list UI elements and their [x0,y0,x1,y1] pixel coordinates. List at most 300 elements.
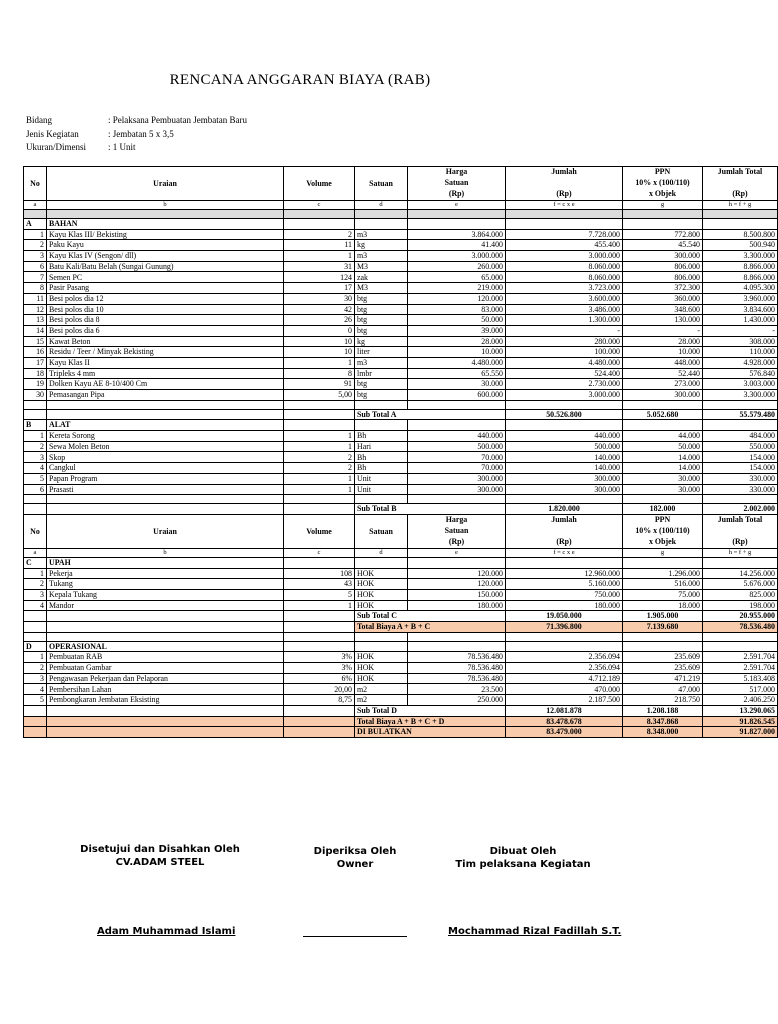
empty-cell [284,611,355,622]
empty-cell [284,727,355,738]
item-ppn: 28.000 [623,336,703,347]
item-ppn: 50.000 [623,441,703,452]
item-volume: 91 [284,379,355,390]
empty-cell [623,219,703,230]
item-jumlah: 3.600.000 [506,293,623,304]
item-satuan: btg [355,325,408,336]
meta-label: Jenis Kegiatan [26,128,79,139]
header-no: No [24,514,47,548]
item-volume: 43 [284,579,355,590]
item-ppn: 300.000 [623,390,703,401]
item-ppn: 44.000 [623,431,703,442]
section-code: B [24,420,47,431]
header-line: Jumlah Total [717,167,763,176]
checker-signature-line [303,936,407,937]
table-row [24,283,778,294]
item-satuan: Unit [355,484,408,495]
rounded-total-row [24,727,778,738]
empty-cell [506,420,623,431]
item-harga: 70.000 [408,463,506,474]
empty-cell [24,495,47,504]
item-harga: 120.000 [408,568,506,579]
empty-cell [355,420,408,431]
blank-row [24,495,778,504]
header-line [705,178,775,189]
item-harga: 30.000 [408,379,506,390]
item-total: 14.256.000 [703,568,778,579]
meta-label: Ukuran/Dimensi [26,142,86,152]
item-total: 3.960.000 [703,293,778,304]
empty-cell [24,611,47,622]
page-title: RENCANA ANGGARAN BIAYA (RAB) [169,72,431,88]
empty-cell [284,210,355,219]
empty-cell [24,622,47,633]
header-line: (Rp) [732,536,748,546]
meta-value: : 1 Unit [108,142,136,152]
empty-cell [284,420,355,431]
empty-cell [284,504,355,515]
total-label: Total Biaya A + B + C + D [355,716,506,727]
gray-spacer-row [24,210,778,219]
item-uraian: Papan Program [47,473,284,484]
grand-total-row [24,716,778,727]
item-total: 484.000 [703,431,778,442]
empty-cell [408,210,506,219]
item-ppn: 235.609 [623,652,703,663]
item-harga: 440.000 [408,431,506,442]
item-total: 154.000 [703,463,778,474]
section-title: ALAT [47,420,284,431]
item-ppn: 218.750 [623,695,703,706]
item-uraian: Pembersihan Lahan [47,684,284,695]
item-total: 2.591.704 [703,663,778,674]
item-jumlah: 3.723.000 [506,283,623,294]
item-ppn: 30.000 [623,473,703,484]
header-line: (Rp) [448,189,465,198]
item-volume: 124 [284,272,355,283]
item-jumlah: 2.730.000 [506,379,623,390]
item-total: 3.300.000 [703,251,778,262]
empty-cell [355,641,408,652]
table-row [24,600,778,611]
item-jumlah: 524.400 [506,368,623,379]
header-line: Jumlah Total [717,514,763,524]
item-satuan: Unit [355,473,408,484]
empty-cell [355,219,408,230]
empty-cell [24,210,47,219]
item-total: 2.406.250 [703,695,778,706]
empty-cell [703,495,778,504]
item-jumlah: 2.187.500 [506,695,623,706]
item-no: 5 [24,473,47,484]
item-uraian: Kayu Klas II [47,357,284,368]
table-row [24,251,778,262]
item-volume: 42 [284,304,355,315]
meta-value: : Pelaksana Pembuatan Jembatan Baru [108,115,247,125]
item-satuan: m2 [355,684,408,695]
item-total: 2.591.704 [703,652,778,663]
item-harga: 83.000 [408,304,506,315]
item-total: 110.000 [703,347,778,358]
empty-cell [703,420,778,431]
item-ppn: 130.000 [623,315,703,326]
empty-cell [284,409,355,420]
item-no: 6 [24,484,47,495]
total-ppn: 7.139.680 [623,622,703,633]
blank-row [24,632,778,641]
meta-value: : Jembatan 5 x 3,5 [108,128,174,139]
section-header-b [24,420,778,431]
item-total: 4.095.300 [703,283,778,294]
item-harga: 260.000 [408,261,506,272]
total-label: DI BULATKAN [355,727,506,738]
total-ppn: 182.000 [623,504,703,515]
formula-cell: h = f + g [703,201,778,210]
item-volume: 31 [284,261,355,272]
item-total: 825.000 [703,589,778,600]
header-ppn [623,514,703,548]
item-total: 5.676.000 [703,579,778,590]
item-volume: 3% [284,652,355,663]
item-volume: 1 [284,473,355,484]
item-harga: 78.536.480 [408,673,506,684]
item-ppn: 47.000 [623,684,703,695]
formula-cell: h = f + g [703,548,778,557]
table-row [24,431,778,442]
item-volume: 1 [284,600,355,611]
rab-table [23,166,778,738]
table-row [24,673,778,684]
formula-row [24,201,778,210]
empty-cell [284,632,355,641]
empty-cell [47,611,284,622]
meta-row-ukuran [26,141,247,155]
table-row [24,473,778,484]
header-line: Satuan [444,178,469,187]
item-uraian: Pekerja [47,568,284,579]
signature-approver [60,843,260,869]
item-ppn: 471.219 [623,673,703,684]
item-uraian: Besi polos dia 10 [47,304,284,315]
empty-cell [408,632,506,641]
item-jumlah: 2.356.094 [506,652,623,663]
header-line: Jumlah [551,514,577,524]
header-line: Harga [445,167,468,176]
empty-cell [284,622,355,633]
table-row [24,390,778,401]
item-satuan: kg [355,240,408,251]
total-jumlah: 50.526.800 [506,409,623,420]
table-row [24,589,778,600]
empty-cell [47,705,284,716]
item-uraian: Skop [47,452,284,463]
item-uraian: Besi polos dia 8 [47,315,284,326]
item-no: 4 [24,463,47,474]
item-volume: 6% [284,673,355,684]
item-volume: 108 [284,568,355,579]
item-satuan: btg [355,379,408,390]
item-no: 1 [24,431,47,442]
total-jumlah: 83.479.000 [506,727,623,738]
meta-row-bidang [26,114,247,128]
item-no: 1 [24,652,47,663]
signature-maker [440,845,606,871]
empty-cell [623,557,703,568]
header-uraian: Uraian [47,514,284,548]
empty-cell [408,557,506,568]
item-jumlah: 750.000 [506,589,623,600]
item-no: 16 [24,347,47,358]
empty-cell [355,557,408,568]
item-uraian: Besi polos dia 6 [47,325,284,336]
item-uraian: Tukang [47,579,284,590]
item-no: 1 [24,568,47,579]
total-label: Sub Total B [355,504,506,515]
item-no: 4 [24,600,47,611]
item-satuan: liter [355,347,408,358]
item-uraian: Sewa Molen Beton [47,441,284,452]
item-harga: 41.400 [408,240,506,251]
total-total: 91.827.000 [703,727,778,738]
item-volume: 10 [284,336,355,347]
header-line: Harga [445,514,468,524]
empty-cell [284,716,355,727]
table-row [24,347,778,358]
item-ppn: 300.000 [623,251,703,262]
empty-cell [506,641,623,652]
header-line: (Rp) [556,189,572,198]
item-harga: 28.000 [408,336,506,347]
item-harga: 120.000 [408,579,506,590]
item-jumlah: 3.000.000 [506,390,623,401]
item-satuan: HOK [355,663,408,674]
item-total: 550.000 [703,441,778,452]
empty-cell [623,495,703,504]
item-jumlah: 7.728.000 [506,229,623,240]
formula-cell: d [355,548,408,557]
section-title: BAHAN [47,219,284,230]
empty-cell [284,400,355,409]
item-satuan: zak [355,272,408,283]
header-volume: Volume [284,167,355,201]
empty-cell [623,210,703,219]
table-row [24,240,778,251]
item-satuan: Hari [355,441,408,452]
table-row [24,272,778,283]
subtotal-b-row [24,504,778,515]
item-harga: 70.000 [408,452,506,463]
item-uraian: Mandor [47,600,284,611]
item-no: 7 [24,272,47,283]
item-harga: 219.000 [408,283,506,294]
item-uraian: Kayu Klas III/ Bekisting [47,229,284,240]
item-uraian: Pemasangan Pipa [47,390,284,401]
signature-checker [280,845,430,871]
table-row [24,579,778,590]
item-satuan: Bh [355,452,408,463]
total-jumlah: 19.050.000 [506,611,623,622]
empty-cell [408,641,506,652]
signature-role: Disetujui dan Disahkan Oleh [80,844,240,855]
item-total: 500.940 [703,240,778,251]
empty-cell [703,641,778,652]
empty-cell [284,219,355,230]
signature-role: Dibuat Oleh [489,846,557,857]
formula-cell: a [24,548,47,557]
total-ppn: 5.052.680 [623,409,703,420]
section-code: A [24,219,47,230]
header-harga [408,514,506,548]
section-header-d [24,641,778,652]
empty-cell [47,716,284,727]
item-no: 2 [24,441,47,452]
item-jumlah: 4.712.189 [506,673,623,684]
item-satuan: HOK [355,652,408,663]
item-no: 2 [24,663,47,674]
item-total: 8.866.000 [703,261,778,272]
item-harga: 300.000 [408,484,506,495]
empty-cell [506,632,623,641]
item-ppn: 372.300 [623,283,703,294]
item-volume: 5,00 [284,390,355,401]
header-total [703,514,778,548]
empty-cell [355,632,408,641]
item-harga: 150.000 [408,589,506,600]
empty-cell [408,495,506,504]
table-row [24,663,778,674]
item-jumlah: 100.000 [506,347,623,358]
header-line: 10% x (100/110) [635,178,690,187]
item-jumlah: 8.060.000 [506,261,623,272]
document-meta [26,114,247,155]
item-satuan: btg [355,390,408,401]
item-jumlah: 455.400 [506,240,623,251]
empty-cell [506,210,623,219]
item-harga: 78.536.480 [408,663,506,674]
item-uraian: Dolken Kayu AE 8-10/400 Cm [47,379,284,390]
empty-cell [24,716,47,727]
item-uraian: Kawat Beton [47,336,284,347]
total-label: Total Biaya A + B + C [355,622,506,633]
total-jumlah: 83.478.678 [506,716,623,727]
formula-cell: e [408,201,506,210]
item-harga: 50.000 [408,315,506,326]
item-satuan: btg [355,315,408,326]
item-no: 15 [24,336,47,347]
total-label: Sub Total C [355,611,506,622]
header-line [508,178,620,189]
item-volume: 0 [284,325,355,336]
header-line [508,526,620,537]
item-no: 5 [24,695,47,706]
item-harga: 300.000 [408,473,506,484]
header-total [703,167,778,201]
total-total: 55.579.480 [703,409,778,420]
formula-cell: g [623,548,703,557]
signature-role: Diperiksa Oleh [313,846,397,857]
item-jumlah: 440.000 [506,431,623,442]
empty-cell [24,400,47,409]
subtotal-d-row [24,705,778,716]
item-jumlah: 8.060.000 [506,272,623,283]
item-volume: 3% [284,663,355,674]
item-satuan: HOK [355,673,408,684]
header-harga [408,167,506,201]
item-uraian: Pengawasan Pekerjaan dan Pelaporan [47,673,284,684]
empty-cell [24,504,47,515]
formula-row [24,548,778,557]
empty-cell [47,409,284,420]
empty-cell [47,632,284,641]
item-volume: 20,00 [284,684,355,695]
item-ppn: 772.800 [623,229,703,240]
item-jumlah: - [506,325,623,336]
empty-cell [24,409,47,420]
empty-cell [623,632,703,641]
item-ppn: 1.296.000 [623,568,703,579]
item-jumlah: 1.300.000 [506,315,623,326]
item-satuan: M3 [355,283,408,294]
item-uraian: Tripleks 4 mm [47,368,284,379]
empty-cell [24,727,47,738]
item-satuan: btg [355,293,408,304]
item-jumlah: 300.000 [506,473,623,484]
item-volume: 11 [284,240,355,251]
header-line: PPN [654,167,671,176]
item-total: 308.000 [703,336,778,347]
item-no: 13 [24,315,47,326]
item-ppn: 18.000 [623,600,703,611]
item-uraian: Besi polos dia 12 [47,293,284,304]
empty-cell [24,705,47,716]
item-ppn: 14.000 [623,463,703,474]
formula-cell: b [47,201,284,210]
table-row [24,357,778,368]
empty-cell [355,495,408,504]
header-ppn [623,167,703,201]
item-total: 330.000 [703,473,778,484]
item-ppn: 14.000 [623,452,703,463]
item-total: 330.000 [703,484,778,495]
table-row [24,484,778,495]
subtotal-c-row [24,611,778,622]
header-line: PPN [654,514,671,524]
section-title: OPERASIONAL [47,641,284,652]
item-no: 3 [24,589,47,600]
item-jumlah: 300.000 [506,484,623,495]
item-total: - [703,325,778,336]
formula-cell: c [284,201,355,210]
formula-cell: e [408,548,506,557]
item-jumlah: 2.356.094 [506,663,623,674]
item-jumlah: 140.000 [506,452,623,463]
item-volume: 1 [284,251,355,262]
item-total: 198.000 [703,600,778,611]
empty-cell [47,400,284,409]
subtotal-a-row [24,409,778,420]
total-ppn: 1.905.000 [623,611,703,622]
item-volume: 26 [284,315,355,326]
section-code: C [24,557,47,568]
empty-cell [506,557,623,568]
total-ppn: 8.348.000 [623,727,703,738]
item-satuan: Bh [355,463,408,474]
item-uraian: Kereta Sorong [47,431,284,442]
item-no: 14 [24,325,47,336]
empty-cell [408,219,506,230]
empty-cell [47,504,284,515]
item-no: 3 [24,673,47,684]
